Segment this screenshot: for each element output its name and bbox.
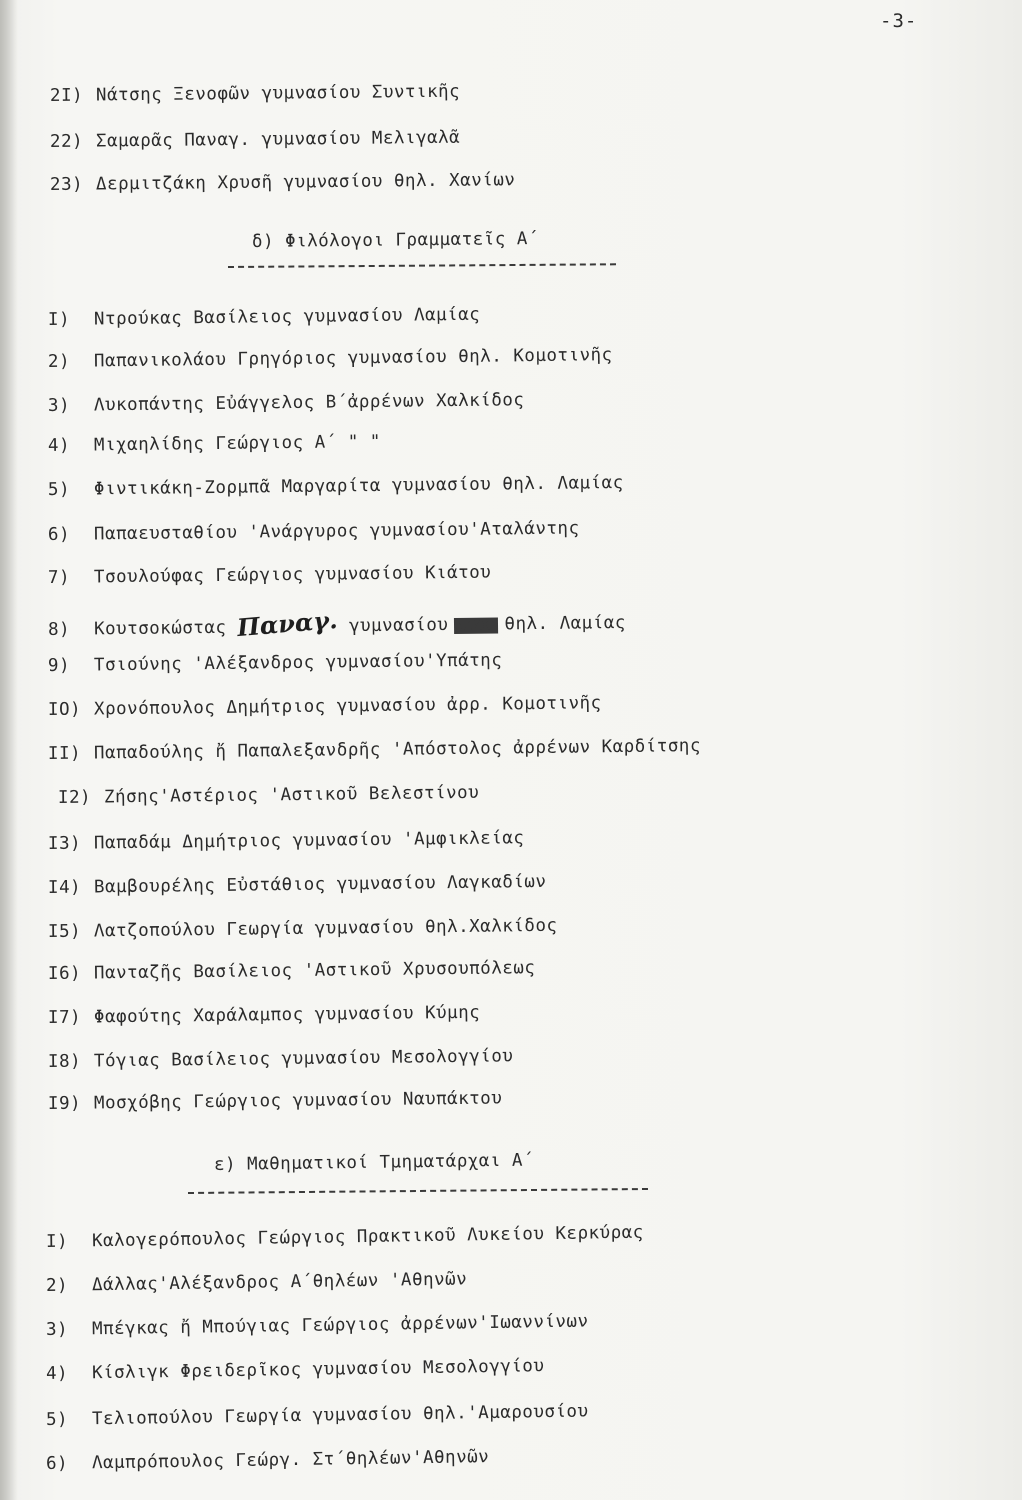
item-text: Καλογερόπουλος Γεώργιος Πρακτικοῦ Λυκείου Κερκύρας bbox=[91, 1222, 644, 1252]
item-number: I6) bbox=[47, 963, 82, 984]
list-item bbox=[48, 390, 525, 416]
item-number: 8) bbox=[47, 619, 71, 640]
list-item bbox=[48, 519, 580, 545]
list-item bbox=[46, 1447, 490, 1474]
item-number: 3) bbox=[45, 1319, 69, 1340]
item-number: 22) bbox=[49, 131, 84, 152]
list-item bbox=[48, 736, 701, 764]
heading-underline bbox=[228, 263, 616, 268]
item-text: Λαμπρόπουλος Γεώργ. Στ΄θηλέων'Αθηνῶν bbox=[91, 1447, 490, 1474]
item-text: Δερμιτζάκη Χρυσῆ γυμνασίου θηλ. Χανίων bbox=[95, 170, 516, 195]
list-item bbox=[48, 828, 525, 854]
page-number: -3- bbox=[880, 10, 918, 32]
list-item bbox=[58, 783, 479, 808]
item-number: 23) bbox=[49, 174, 84, 195]
item-number: 2) bbox=[45, 1275, 69, 1296]
list-item bbox=[46, 1401, 589, 1430]
item-number: 2I) bbox=[49, 85, 84, 106]
item-number: 6) bbox=[45, 1453, 69, 1474]
item-number: I) bbox=[45, 1231, 69, 1252]
item-text: Τελιοπούλου Γεωργία γυμνασίου θηλ.'Αμαρουσίου bbox=[91, 1401, 589, 1430]
list-item bbox=[46, 1356, 545, 1384]
list-item bbox=[48, 1046, 514, 1072]
item-number: 6) bbox=[47, 524, 71, 545]
list-item bbox=[48, 563, 492, 588]
heading-underline bbox=[188, 1188, 648, 1194]
list-item bbox=[48, 1003, 480, 1028]
item-text: Παπαδάμ Δημήτριος γυμνασίου 'Αμφικλείας bbox=[93, 828, 525, 854]
list-item bbox=[50, 170, 516, 195]
struck-out-text: XXXXX bbox=[455, 617, 498, 635]
item-text: Λυκοπάντης Εὐάγγελος Β΄ἀρρένων Χαλκίδος bbox=[93, 390, 525, 416]
list-item bbox=[48, 916, 558, 942]
item-text: Λατζοπούλου Γεωργία γυμνασίου θηλ.Χαλκίδος bbox=[93, 915, 558, 942]
item-number: I5) bbox=[47, 921, 82, 942]
list-item bbox=[48, 958, 536, 984]
list-item bbox=[48, 473, 624, 500]
list-item bbox=[46, 1311, 589, 1340]
item-text: Κίσλιγκ Φρειδερῖκος γυμνασίου Μεσολογγίου bbox=[91, 1356, 545, 1384]
item-text: Τσουλούφας Γεώργιος γυμνασίου Κιάτου bbox=[93, 562, 492, 588]
item-text: Χρονόπουλος Δημήτριος γυμνασίου ἀρρ. Κομοτινῆς bbox=[93, 693, 602, 720]
item-text: Ζήσης'Αστέριος 'Αστικοῦ Βελεστίνου bbox=[103, 782, 480, 808]
item-text: Μιχαηλίδης Γεώργιος Α΄ " " bbox=[93, 431, 382, 456]
item-text: γυμνασίου bbox=[348, 615, 449, 637]
item-text: θηλ. Λαμίας bbox=[504, 612, 627, 635]
item-text: Παπαευσταθίου 'Ανάργυρος γυμνασίου'Αταλάντης bbox=[93, 518, 580, 545]
item-number: II) bbox=[47, 743, 82, 764]
list-item bbox=[50, 82, 460, 106]
item-number: I8) bbox=[47, 1051, 82, 1072]
list-item bbox=[48, 872, 547, 898]
item-text: Δάλλας'Αλέξανδρος Α΄θηλέων 'Αθηνῶν bbox=[91, 1269, 468, 1296]
item-number: I9) bbox=[47, 1093, 82, 1114]
item-number: 4) bbox=[45, 1363, 69, 1384]
item-text: Μπέγκας ἤ Μπούγιας Γεώργιος ἀρρένων'Ιωαννίνων bbox=[91, 1311, 589, 1340]
item-number: 3) bbox=[47, 395, 71, 416]
item-text: Σαμαρᾶς Παναγ. γυμνασίου Μελιγαλᾶ bbox=[95, 127, 461, 152]
list-item bbox=[46, 1269, 467, 1296]
list-item bbox=[50, 128, 460, 152]
item-text: Μοσχόβης Γεώργιος γυμνασίου Ναυπάκτου bbox=[93, 1088, 503, 1114]
item-text: Τόγιας Βασίλειος γυμνασίου Μεσολογγίου bbox=[93, 1046, 514, 1072]
list-item bbox=[48, 650, 503, 676]
item-text: Φαφούτης Χαράλαμπος γυμνασίου Κύμης bbox=[93, 1002, 481, 1028]
list-item bbox=[48, 345, 613, 372]
item-number: 4) bbox=[47, 435, 71, 456]
section-heading-d: δ) Φιλόλογοι Γραμματεῖς Α΄ bbox=[251, 228, 540, 252]
list-item bbox=[48, 305, 480, 330]
item-text: Ντρούκας Βασίλειος γυμνασίου Λαμίας bbox=[93, 304, 481, 330]
item-number: I2) bbox=[57, 787, 92, 808]
item-text: Παπανικολάου Γρηγόριος γυμνασίου θηλ. Κομοτινῆς bbox=[93, 345, 613, 372]
item-text: Βαμβουρέλης Εὐστάθιος γυμνασίου Λαγκαδίων bbox=[93, 871, 547, 898]
item-text: Νάτσης Ξενοφῶν γυμνασίου Συντικῆς bbox=[95, 81, 461, 106]
binding-shadow bbox=[0, 0, 18, 1500]
item-text: Πανταζῆς Βασίλειος 'Αστικοῦ Χρυσουπόλεως bbox=[93, 958, 536, 984]
item-text: Παπαδούλης ἤ Παπαλεξανδρῆς 'Απόστολος ἀρρένων Καρδίτσης bbox=[93, 736, 702, 764]
item-number: 7) bbox=[47, 567, 71, 588]
item-number: IO) bbox=[47, 699, 82, 720]
item-number: 9) bbox=[47, 655, 71, 676]
item-text: Τσιούνης 'Αλέξανδρος γυμνασίου'Υπάτης bbox=[93, 650, 503, 676]
list-item bbox=[48, 605, 626, 641]
handwritten-correction: Παναγ. bbox=[236, 605, 339, 643]
item-number: 5) bbox=[47, 479, 71, 500]
item-number: I7) bbox=[47, 1007, 82, 1028]
list-item bbox=[46, 1223, 644, 1252]
item-text: Κουτσοκώστας bbox=[93, 617, 227, 640]
item-number: I3) bbox=[47, 833, 82, 854]
item-number: 5) bbox=[45, 1409, 69, 1430]
list-item bbox=[48, 1088, 503, 1114]
item-number: I) bbox=[47, 309, 71, 330]
item-number: 2) bbox=[47, 351, 71, 372]
list-item bbox=[48, 693, 602, 720]
list-item bbox=[48, 432, 381, 456]
item-number: I4) bbox=[47, 877, 82, 898]
section-heading-e: ε) Μαθηματικοί Τμηματάρχαι Α΄ bbox=[213, 1150, 535, 1175]
item-text: Φιντικάκη-Ζορμπᾶ Μαργαρίτα γυμνασίου θηλ. Λαμίας bbox=[93, 472, 624, 500]
